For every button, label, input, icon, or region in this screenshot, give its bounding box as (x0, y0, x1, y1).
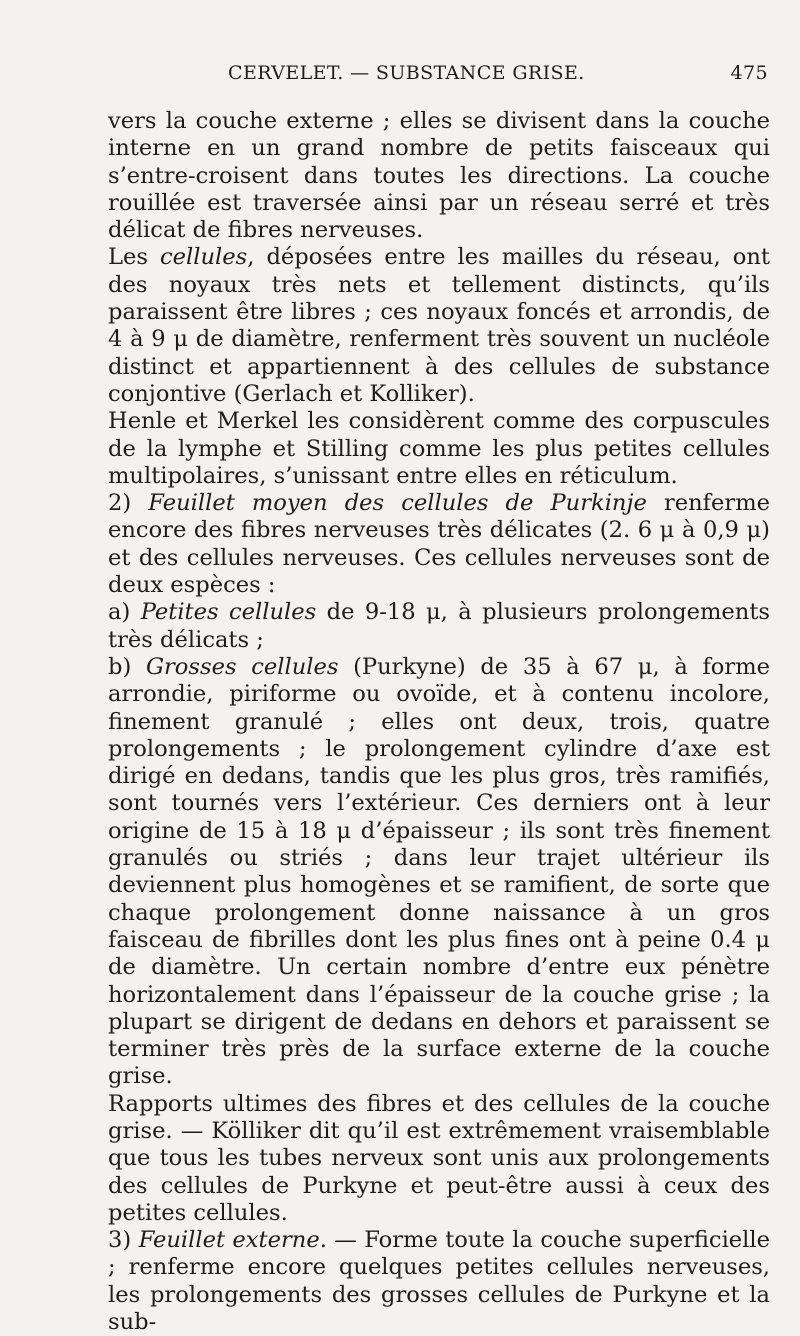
text-run: . — Forme toute la couche superficielle ; renferme encore quelques petites cellules nerveuses, les prolongements des grosses cellules de Purkyne et la sub- (108, 1227, 771, 1336)
paragraph-p8 (108, 1227, 770, 1336)
text-run: Les (108, 244, 161, 271)
text-run: Rapports ultimes des fibres et des cellules de la couche grise. — Kölliker dit qu’il est extrêmement vraisemblable que tous les tubes nerveux sont unis aux prolongements des cellules de Purkyne et peut-être aussi à ceux des petites cellules. (108, 1090, 770, 1226)
paragraph-p2 (108, 244, 770, 408)
paragraph-p7 (108, 1091, 770, 1227)
paragraph-p1 (108, 108, 770, 244)
italic-term: Feuillet externe (138, 1227, 320, 1254)
text-run: Henle et Merkel les considèrent comme des corpuscules de la lymphe et Stilling comme les plus petites cellules multipolaires, s’unissant entre elles en réticulum. (108, 408, 770, 489)
italic-term: Grosses cellules (145, 653, 339, 680)
text-run: 2) (108, 490, 149, 517)
text-run: 3) (108, 1227, 139, 1254)
text-run: (Purkyne) de 35 à 67 μ, à forme arrondie, piriforme ou ovoïde, et à contenu incolore, finement granulé ; elles ont deux, trois, quatre prolongements ; le prolongement cylindre d’axe est dirigé en dedans, tandis que les plus gros, très ramifiés, sont tournés vers l’extérieur. Ces derniers ont à leur origine de 15 à 18 μ d’épaisseur ; ils sont très finement granulés ou striés ; dans leur trajet ultérieur ils deviennent plus homogènes et se ramifient, de sorte que chaque prolongement donne naissance à un gros faisceau de fibrilles dont les plus fines ont à peine 0.4 μ de diamètre. Un certain nombre d’entre eux pénètre horizontalement dans l’épaisseur de la couche grise ; la plupart se dirigent de dedans en dehors et paraissent se terminer très près de la surface externe de la couche grise. (108, 653, 771, 1090)
text-run: renferme encore des fibres nerveuses très délicates (2. 6 μ à 0,9 μ) et des cellules nerveuses. Ces cellules nerveuses sont de deux espèces : (108, 490, 771, 599)
page-number: 475 (730, 62, 768, 84)
body-text (108, 108, 770, 1336)
running-header (108, 62, 768, 90)
text-run: a) (108, 599, 141, 626)
text-run: de 9-18 μ, à plusieurs prolongements très délicats ; (108, 599, 771, 653)
italic-term: Feuillet moyen des cellules de Purkinje (148, 490, 647, 517)
paragraph-p4 (108, 490, 770, 599)
text-run: vers la couche externe ; elles se divisent dans la couche interne en un grand nombre de petits faisceaux qui s’entre-croisent dans toutes les directions. La couche rouillée est traversée ainsi par un réseau serré et très délicat de fibres nerveuses. (108, 108, 770, 244)
running-title: CERVELET. — SUBSTANCE GRISE. (228, 62, 585, 84)
paragraph-p6 (108, 654, 770, 1091)
text-run: , déposées entre les mailles du réseau, ont des noyaux très nets et tellement distincts, qu’ils paraissent être libres ; ces noyaux foncés et arrondis, de 4 à 9 μ de diamètre, renferment très souvent un nucléole distinct et appartiennent à des cellules de substance conjontive (Gerlach et Kolliker). (108, 244, 771, 407)
paragraph-p5 (108, 599, 770, 654)
italic-term: Petites cellules (140, 599, 317, 626)
text-run: b) (108, 653, 146, 680)
italic-term: cellules (160, 244, 248, 271)
paragraph-p3 (108, 408, 770, 490)
